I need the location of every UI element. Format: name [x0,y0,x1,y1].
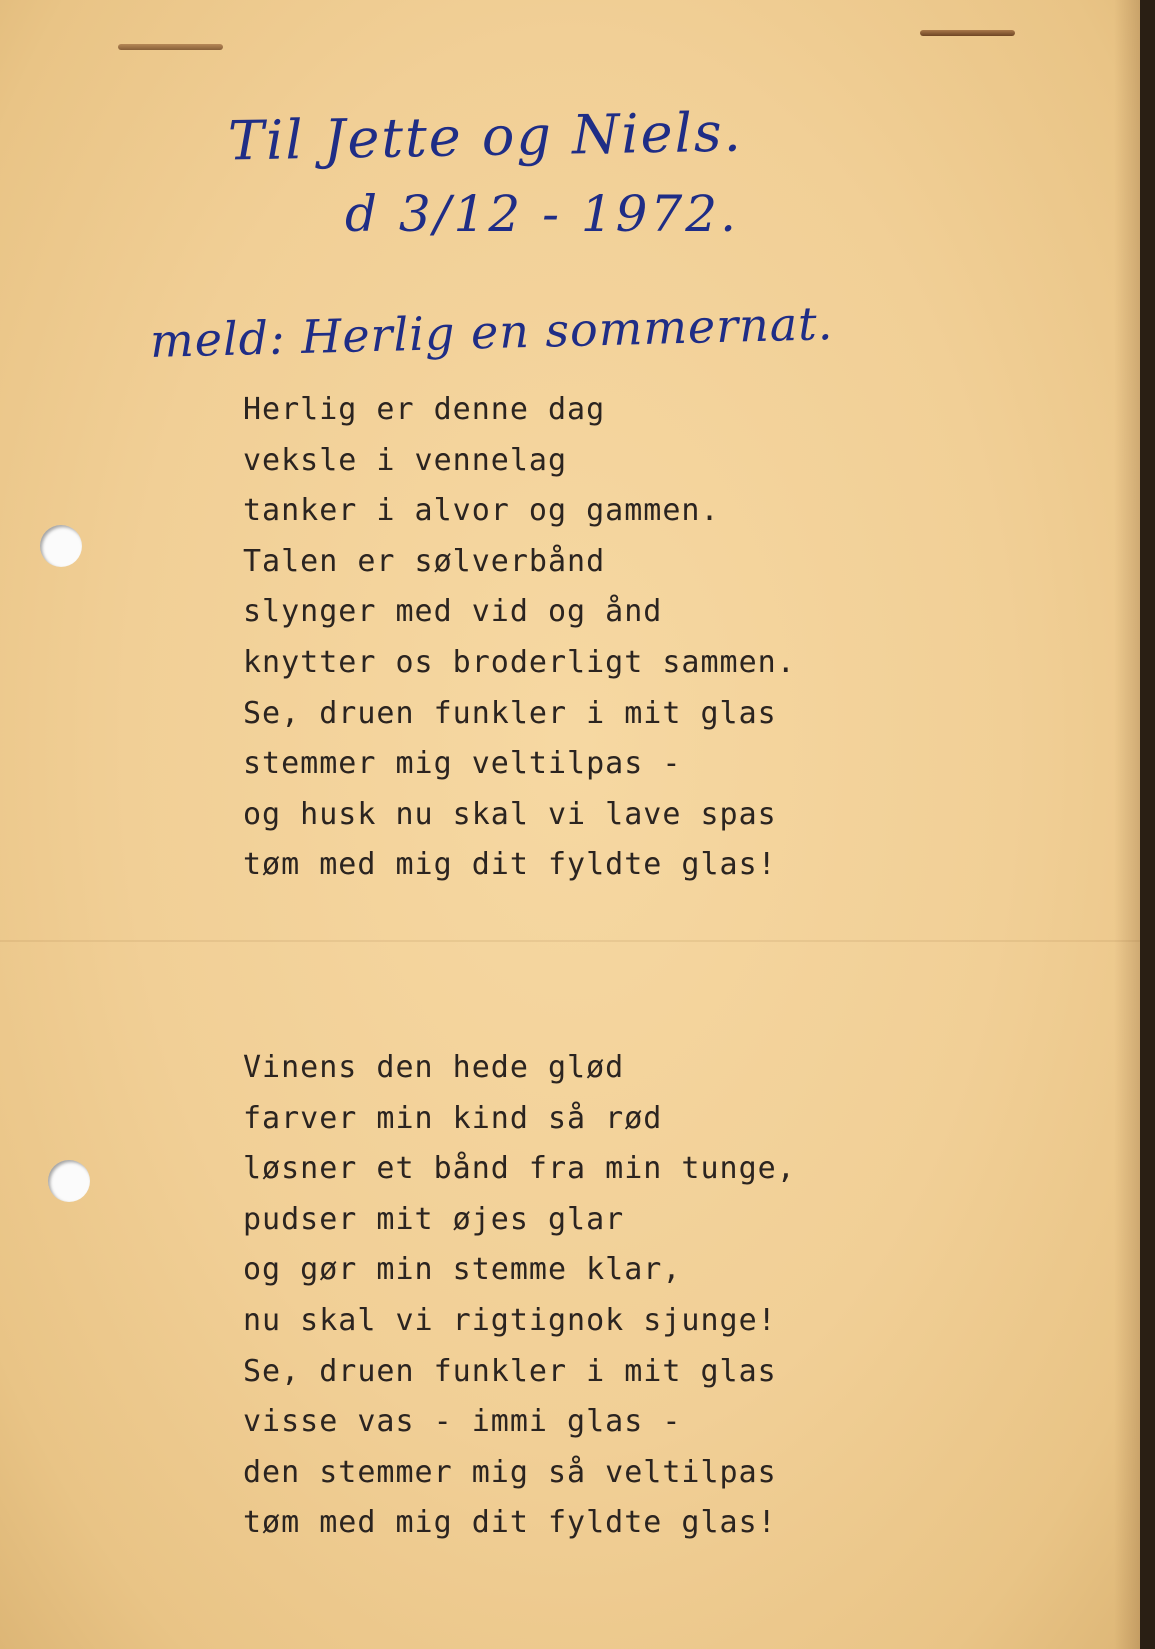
poem-stanza-2 [243,1043,796,1549]
punch-hole-top [40,525,82,567]
poem-line: Talen er sølverbånd [243,543,606,579]
page-edge-shadow [1114,0,1140,1649]
poem-line: Se, druen funkler i mit glas [243,1353,777,1389]
handwritten-melody-note: meld: Herlig en sommernat. [149,296,834,368]
poem-line: og gør min stemme klar, [243,1252,682,1288]
poem-line: tanker i alvor og gammen. [243,493,720,529]
staple-mark-left [118,44,223,50]
poem-line: tøm med mig dit fyldte glas! [243,847,777,883]
poem-line: farver min kind så rød [243,1100,663,1136]
poem-line: den stemmer mig så veltilpas [243,1454,777,1490]
poem-line: tøm med mig dit fyldte glas! [243,1505,777,1541]
poem-line: Herlig er denne dag [243,392,606,427]
poem-line: pudser mit øjes glar [243,1201,625,1237]
handwritten-dedication: Til Jette og Niels. [227,100,744,173]
poem-line: Vinens den hede glød [243,1050,625,1085]
punch-hole-bottom [48,1160,90,1202]
poem-line: og husk nu skal vi lave spas [243,796,777,832]
poem-line: knytter os broderligt sammen. [243,644,796,680]
handwritten-date: d 3/12 - 1972. [345,185,740,243]
poem-line: veksle i vennelag [243,442,568,478]
staple-mark-right [920,30,1015,36]
poem-line: Se, druen funkler i mit glas [243,695,777,731]
paper-fold-line [0,940,1140,942]
poem-line: stemmer mig veltilpas - [243,746,682,782]
poem-line: slynger med vid og ånd [243,594,663,630]
poem-stanza-1 [243,385,796,891]
poem-line: løsner et bånd fra min tunge, [243,1151,796,1187]
poem-line: visse vas - immi glas - [243,1404,682,1440]
poem-line: nu skal vi rigtignok sjunge! [243,1302,777,1338]
